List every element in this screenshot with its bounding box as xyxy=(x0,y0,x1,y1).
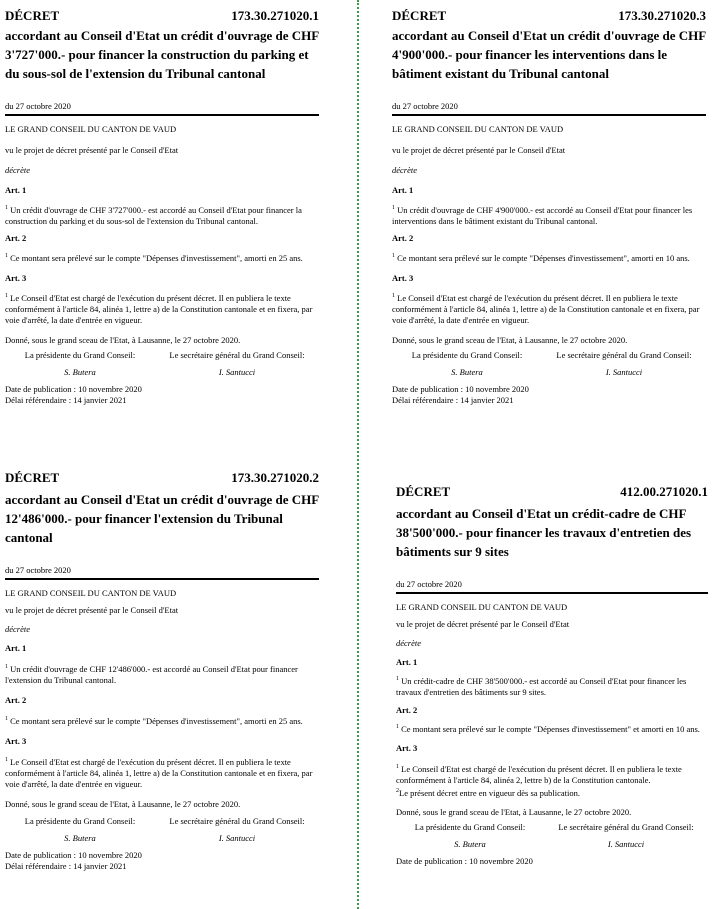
alinea-number: 2 xyxy=(396,788,399,795)
art1-body: Un crédit d'ouvrage de CHF 12'486'000.- est accordé au Conseil d'Etat pour financer l'extension du Tribunal cantonal. xyxy=(5,664,298,685)
secretary-label: Le secrétaire général du Grand Conseil: xyxy=(169,816,305,826)
signature-names xyxy=(392,367,706,378)
decree-label: DÉCRET xyxy=(5,8,60,23)
decree-header xyxy=(5,8,319,24)
alinea-number: 1 xyxy=(5,716,8,723)
vu-clause: vu le projet de décret présenté par le Conseil d'Etat xyxy=(5,145,179,155)
council-name: LE GRAND CONSEIL DU CANTON DE VAUD xyxy=(5,588,177,598)
signature-names xyxy=(5,833,319,844)
decree-number: 412.00.271020.1 xyxy=(620,484,708,499)
art3-heading: Art. 3 xyxy=(5,273,27,283)
referendum-deadline: Délai référendaire : 14 janvier 2021 xyxy=(5,395,127,405)
president-name: S. Butera xyxy=(64,367,96,377)
decree-label: DÉCRET xyxy=(5,470,60,485)
council-name: LE GRAND CONSEIL DU CANTON DE VAUD xyxy=(392,124,564,134)
decree-label: DÉCRET xyxy=(392,8,447,23)
signature-labels xyxy=(392,350,706,361)
alinea-number: 1 xyxy=(392,253,395,260)
alinea-number: 1 xyxy=(396,676,399,683)
header-rule xyxy=(392,114,706,116)
art2-heading: Art. 2 xyxy=(396,705,418,715)
secretary-name: I. Santucci xyxy=(218,367,256,377)
decree-title: accordant au Conseil d'Etat un crédit d'ouvrage de CHF 12'486'000.- pour financer l'extension du Tribunal cantonal xyxy=(5,492,319,545)
decree-3 xyxy=(5,470,319,872)
signature-names xyxy=(396,839,708,850)
decree-2 xyxy=(392,8,706,406)
art3-body: Le Conseil d'Etat est chargé de l'exécution du présent décret. Il en publiera le texte conformément à l'article 84, alinéa 1, lettre a) de la Constitution cantonale et en fixera, par voie d'arrêté, la date d'entrée en vigueur. xyxy=(5,293,313,325)
art3-text xyxy=(392,293,706,326)
given-clause: Donné, sous le grand sceau de l'Etat, à Lausanne, le 27 octobre 2020. xyxy=(5,799,241,809)
decree-date: du 27 octobre 2020 xyxy=(5,101,71,111)
art3-text xyxy=(5,293,319,326)
decree-date: du 27 octobre 2020 xyxy=(5,565,71,575)
decrete-word: décrète xyxy=(396,638,422,648)
art2-body: Ce montant sera prélevé sur le compte "Dépenses d'investissement", amorti en 25 ans. xyxy=(10,253,303,263)
art2-body: Ce montant sera prélevé sur le compte "Dépenses d'investissement" et amorti en 10 ans. xyxy=(401,724,700,734)
decree-label: DÉCRET xyxy=(396,484,451,499)
column-divider xyxy=(357,0,359,909)
decrete-word: décrète xyxy=(5,165,31,175)
alinea-number: 1 xyxy=(5,293,8,300)
art1-body: Un crédit-cadre de CHF 38'500'000.- est accordé au Conseil d'Etat pour financer les travaux d'entretien des bâtiments sur 9 sites. xyxy=(396,676,687,697)
referendum-deadline: Délai référendaire : 14 janvier 2021 xyxy=(392,395,514,405)
decree-date: du 27 octobre 2020 xyxy=(396,579,462,589)
given-clause: Donné, sous le grand sceau de l'Etat, à Lausanne, le 27 octobre 2020. xyxy=(392,335,628,345)
alinea-number: 1 xyxy=(5,205,8,212)
art2-text xyxy=(5,716,319,727)
signature-labels xyxy=(5,350,319,361)
art1-body: Un crédit d'ouvrage de CHF 4'900'000.- est accordé au Conseil d'Etat pour financer les interventions dans le bâtiment existant du Tribunal cantonal. xyxy=(392,205,693,226)
president-name: S. Butera xyxy=(454,839,486,849)
alinea-number: 1 xyxy=(396,764,399,771)
alinea-number: 1 xyxy=(392,205,395,212)
art3-text xyxy=(5,757,319,790)
president-label: La présidente du Grand Conseil: xyxy=(24,816,136,826)
secretary-name: I. Santucci xyxy=(607,839,645,849)
council-name: LE GRAND CONSEIL DU CANTON DE VAUD xyxy=(396,602,568,612)
decree-header xyxy=(396,484,708,500)
president-label: La présidente du Grand Conseil: xyxy=(24,350,136,360)
alinea-number: 1 xyxy=(396,724,399,731)
art2-body: Ce montant sera prélevé sur le compte "Dépenses d'investissement", amorti en 25 ans. xyxy=(10,716,303,726)
secretary-name: I. Santucci xyxy=(218,833,256,843)
art2-text xyxy=(396,724,708,735)
alinea-number: 1 xyxy=(392,293,395,300)
art3-text xyxy=(396,764,708,786)
decrete-word: décrète xyxy=(392,165,418,175)
art1-body: Un crédit d'ouvrage de CHF 3'727'000.- est accordé au Conseil d'Etat pour financer la construction du parking et du sous-sol de l'extension du Tribunal cantonal. xyxy=(5,205,302,226)
header-rule xyxy=(5,114,319,116)
art3-body: Le Conseil d'Etat est chargé de l'exécution du présent décret. Il en publiera le texte conformément à l'article 84, alinéa 1, lettre a) de la Constitution cantonale et en fixera, par voie d'arrêté, la date d'entrée en vigueur. xyxy=(392,293,700,325)
decree-1 xyxy=(5,8,319,406)
given-clause: Donné, sous le grand sceau de l'Etat, à Lausanne, le 27 octobre 2020. xyxy=(396,807,632,817)
secretary-label: Le secrétaire général du Grand Conseil: xyxy=(556,350,692,360)
given-clause: Donné, sous le grand sceau de l'Etat, à Lausanne, le 27 octobre 2020. xyxy=(5,335,241,345)
alinea-number: 1 xyxy=(5,253,8,260)
art2-text xyxy=(392,253,706,264)
decree-4 xyxy=(396,484,708,867)
vu-clause: vu le projet de décret présenté par le Conseil d'Etat xyxy=(392,145,566,155)
art3-body-2: Le présent décret entre en vigueur dès sa publication. xyxy=(399,788,581,798)
art2-body: Ce montant sera prélevé sur le compte "Dépenses d'investissement", amorti en 10 ans. xyxy=(397,253,690,263)
publication-date: Date de publication : 10 novembre 2020 xyxy=(396,856,533,866)
vu-clause: vu le projet de décret présenté par le Conseil d'Etat xyxy=(5,605,179,615)
decree-title: accordant au Conseil d'Etat un crédit-cadre de CHF 38'500'000.- pour financer les travaux d'entretien des bâtiments sur 9 sites xyxy=(396,506,692,559)
signature-labels xyxy=(396,822,708,833)
art2-text xyxy=(5,253,319,264)
president-name: S. Butera xyxy=(64,833,96,843)
decrete-word: décrète xyxy=(5,624,31,634)
art1-heading: Art. 1 xyxy=(5,643,27,653)
art2-heading: Art. 2 xyxy=(5,695,27,705)
decree-number: 173.30.271020.3 xyxy=(618,8,706,23)
decree-header xyxy=(5,470,319,486)
decree-header xyxy=(392,8,706,24)
art3-text-2 xyxy=(396,788,708,799)
art2-heading: Art. 2 xyxy=(392,233,414,243)
decree-number: 173.30.271020.2 xyxy=(231,470,319,485)
art1-text xyxy=(396,676,708,698)
decree-title: accordant au Conseil d'Etat un crédit d'ouvrage de CHF 4'900'000.- pour financer les interventions dans le bâtiment existant du Tribunal cantonal xyxy=(392,28,706,81)
publication-date: Date de publication : 10 novembre 2020 xyxy=(392,384,529,394)
header-rule xyxy=(396,592,708,594)
art3-body: Le Conseil d'Etat est chargé de l'exécution du présent décret. Il en publiera le texte conformément à l'article 84, alinéa 2, lettre b) de la Constitution cantonale. xyxy=(396,764,682,785)
vu-clause: vu le projet de décret présenté par le Conseil d'Etat xyxy=(396,619,570,629)
art3-heading: Art. 3 xyxy=(392,273,414,283)
art1-text xyxy=(392,205,706,227)
president-name: S. Butera xyxy=(451,367,483,377)
art2-heading: Art. 2 xyxy=(5,233,27,243)
art1-text xyxy=(5,205,319,227)
alinea-number: 1 xyxy=(5,757,8,764)
art3-body: Le Conseil d'Etat est chargé de l'exécution du présent décret. Il en publiera le texte conformément à l'article 84, alinéa 1, lettre a) de la Constitution cantonale et en fixera, par voie d'arrêté, la date d'entrée en vigueur. xyxy=(5,757,313,789)
president-label: La présidente du Grand Conseil: xyxy=(414,822,526,832)
art1-text xyxy=(5,664,319,686)
art3-heading: Art. 3 xyxy=(5,736,27,746)
art3-heading: Art. 3 xyxy=(396,743,418,753)
art1-heading: Art. 1 xyxy=(396,657,418,667)
header-rule xyxy=(5,578,319,580)
president-label: La présidente du Grand Conseil: xyxy=(411,350,523,360)
secretary-label: Le secrétaire général du Grand Conseil: xyxy=(558,822,694,832)
alinea-number: 1 xyxy=(5,664,8,671)
secretary-name: I. Santucci xyxy=(605,367,643,377)
decree-title: accordant au Conseil d'Etat un crédit d'ouvrage de CHF 3'727'000.- pour financer la construction du parking et du sous-sol de l'extension du Tribunal cantonal xyxy=(5,28,319,81)
referendum-deadline: Délai référendaire : 14 janvier 2021 xyxy=(5,861,127,871)
signature-names xyxy=(5,367,319,378)
art1-heading: Art. 1 xyxy=(392,185,414,195)
publication-date: Date de publication : 10 novembre 2020 xyxy=(5,384,142,394)
signature-labels xyxy=(5,816,319,827)
decree-date: du 27 octobre 2020 xyxy=(392,101,458,111)
publication-date: Date de publication : 10 novembre 2020 xyxy=(5,850,142,860)
council-name: LE GRAND CONSEIL DU CANTON DE VAUD xyxy=(5,124,177,134)
secretary-label: Le secrétaire général du Grand Conseil: xyxy=(169,350,305,360)
art1-heading: Art. 1 xyxy=(5,185,27,195)
decree-number: 173.30.271020.1 xyxy=(231,8,319,23)
